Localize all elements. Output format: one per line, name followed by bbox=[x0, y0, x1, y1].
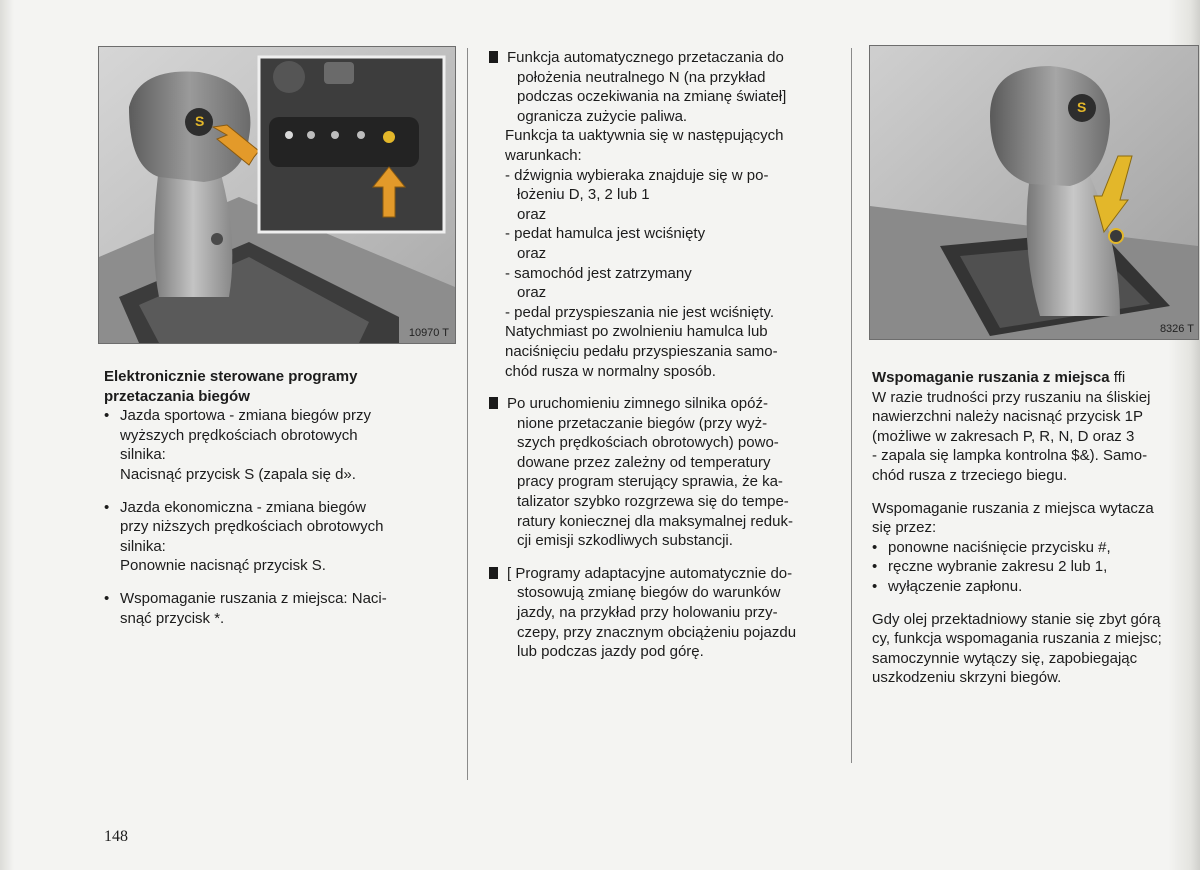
list-line: snąć przycisk *. bbox=[120, 609, 225, 627]
paragraph-line: oraz bbox=[517, 205, 547, 223]
paragraph-line: cy, funkcja wspomagania ruszania z miejsc; bbox=[872, 630, 1162, 648]
paragraph-line bbox=[489, 564, 834, 584]
paragraph-line: ratury koniecznej dla maksymalnej reduk- bbox=[517, 512, 793, 530]
paragraph-line: pracy program sterujący sprawia, że ka- bbox=[517, 473, 783, 491]
page-number: 148 bbox=[104, 828, 128, 845]
paragraph-line: stosowują zmianę biegów do warunków bbox=[517, 584, 781, 602]
list-line: Jazda sportowa - zmiana biegów przy bbox=[120, 407, 371, 425]
paragraph-line: położenia neutralnego N (na przykład bbox=[517, 68, 766, 86]
paragraph-line: nawierzchni należy nacisnąć przycisk 1P bbox=[872, 408, 1143, 426]
column-divider-left bbox=[467, 48, 468, 780]
paragraph-line: oraz bbox=[517, 244, 547, 262]
paragraph-line bbox=[489, 394, 834, 414]
list-item: • wyłączenie zapłonu. bbox=[872, 577, 1188, 597]
paragraph-line: - dźwignia wybieraka znajduje się w po- bbox=[505, 166, 769, 184]
left-figure-code: 10970 T bbox=[408, 327, 449, 339]
list-item-text: wyłączenie zapłonu. bbox=[888, 577, 1023, 595]
paragraph-line: podczas oczekiwania na zmianę świateł] bbox=[517, 88, 787, 106]
paragraph-line: Natychmiast po zwolnieniu hamulca lub bbox=[505, 323, 768, 341]
section-heading bbox=[872, 368, 1188, 388]
paragraph-line: Wspomaganie ruszania z miejsca wytacza bbox=[872, 499, 1154, 517]
gear-selector-figure-left bbox=[98, 46, 456, 344]
list-line: Wspomaganie ruszania z miejsca: Naci- bbox=[120, 589, 387, 607]
paragraph-line: - zapala się lampka kontrolna $&). Samo- bbox=[872, 447, 1148, 465]
paragraph-line: czepy, przy znacznym obciążeniu pojazdu bbox=[517, 623, 797, 641]
paragraph-line: W razie trudności przy ruszaniu na śliskiej bbox=[872, 388, 1151, 406]
paragraph-line: szych prędkościach obrotowych) powo- bbox=[517, 434, 779, 452]
list-item-text: ponowne naciśnięcie przycisku #, bbox=[888, 538, 1111, 556]
paragraph-line: cji emisji szkodliwych substancji. bbox=[517, 532, 733, 550]
paragraph-line: łożeniu D, 3, 2 lub 1 bbox=[517, 186, 650, 204]
gear-selector-illustration-left bbox=[99, 47, 455, 343]
middle-text-column bbox=[489, 48, 834, 662]
paragraph-line: talizator szybko rozgrzewa się do tempe- bbox=[517, 493, 789, 511]
list-line: wyższych prędkościach obrotowych bbox=[120, 426, 358, 444]
paragraph-line: nione przetaczanie biegów (przy wyż- bbox=[517, 414, 768, 432]
paragraph-line: warunkach: bbox=[505, 146, 582, 164]
list-line: silnika: bbox=[120, 537, 166, 555]
section-heading-text: Wspomaganie ruszania z miejsca bbox=[872, 369, 1110, 386]
left-figure-button-letter: S bbox=[195, 113, 205, 129]
paragraph-line: - pedat hamulca jest wciśnięty bbox=[505, 225, 706, 243]
list-item-text: ręczne wybranie zakresu 2 lub 1, bbox=[888, 558, 1108, 576]
paragraph-line: uszkodzeniu skrzyni biegów. bbox=[872, 669, 1062, 687]
section-heading-line1: Elektronicznie sterowane programy bbox=[104, 368, 358, 385]
paragraph-line: chód rusza z trzeciego biegu. bbox=[872, 466, 1068, 484]
bullet-mark: • bbox=[104, 589, 110, 607]
paragraph-line: lub podczas jazdy pod górę. bbox=[517, 643, 704, 661]
column-divider-right bbox=[851, 48, 852, 763]
list-item bbox=[104, 406, 434, 484]
bullet-mark: • bbox=[104, 407, 110, 425]
list-line: Nacisnąć przycisk S (zapala się d». bbox=[120, 465, 356, 483]
list-line: Ponownie nacisnąć przycisk S. bbox=[120, 557, 326, 575]
square-bullet-icon bbox=[489, 567, 498, 579]
list-line: silnika: bbox=[120, 446, 166, 464]
paragraph-line: - pedal przyspieszania nie jest wciśnięty. bbox=[505, 303, 775, 321]
square-bullet-icon bbox=[489, 397, 498, 409]
paragraph-line: ogranicza zużycie paliwa. bbox=[517, 107, 688, 125]
paragraph-line bbox=[489, 48, 834, 68]
square-bullet-icon bbox=[489, 51, 498, 63]
page-left-edge bbox=[0, 0, 14, 870]
paragraph-line: jazdy, na przykład przy holowaniu przy- bbox=[517, 604, 778, 622]
paragraph-line: naciśnięciu pedału przyspieszania samo- bbox=[505, 342, 778, 360]
paragraph-line: oraz bbox=[517, 284, 547, 302]
gear-selector-figure-right bbox=[869, 45, 1199, 340]
paragraph-line-text: [ Programy adaptacyjne automatycznie do- bbox=[507, 564, 793, 582]
paragraph-line: się przez: bbox=[872, 519, 937, 537]
section-heading-suffix: ffi bbox=[1109, 369, 1126, 386]
left-text-column bbox=[104, 367, 434, 628]
section-heading-line2: przetaczania biegów bbox=[104, 387, 250, 405]
right-figure-button-letter: S bbox=[1077, 99, 1087, 115]
bullet-mark: • bbox=[104, 498, 110, 516]
paragraph-line: samoczynnie wytączy się, zapobiegając bbox=[872, 649, 1138, 667]
list-item: • ponowne naciśnięcie przycisku #, bbox=[872, 538, 1188, 558]
list-line: Jazda ekonomiczna - zmiana biegów bbox=[120, 498, 366, 516]
right-figure-code: 8326 T bbox=[1159, 323, 1194, 335]
paragraph-line: (możliwe w zakresach P, R, N, D oraz 3 bbox=[872, 427, 1135, 445]
right-text-column bbox=[872, 368, 1188, 688]
paragraph-line-text: Funkcja automatycznego przetaczania do bbox=[507, 49, 784, 66]
paragraph-line-text: Po uruchomieniu zimnego silnika opóź- bbox=[507, 395, 768, 413]
paragraph-line: Funkcja ta uaktywnia się w następujących bbox=[505, 127, 784, 145]
list-item: • ręczne wybranie zakresu 2 lub 1, bbox=[872, 557, 1188, 577]
list-item bbox=[104, 589, 434, 628]
paragraph-line: Gdy olej przektadniowy stanie się zbyt górą bbox=[872, 610, 1161, 628]
list-line: przy niższych prędkościach obrotowych bbox=[120, 518, 384, 536]
paragraph-line: chód rusza w normalny sposób. bbox=[505, 362, 716, 380]
paragraph-line: - samochód jest zatrzymany bbox=[505, 264, 692, 282]
paragraph-line: dowane przez zależny od temperatury bbox=[517, 453, 771, 471]
list-item bbox=[104, 498, 434, 576]
gear-selector-illustration-right bbox=[870, 46, 1198, 339]
